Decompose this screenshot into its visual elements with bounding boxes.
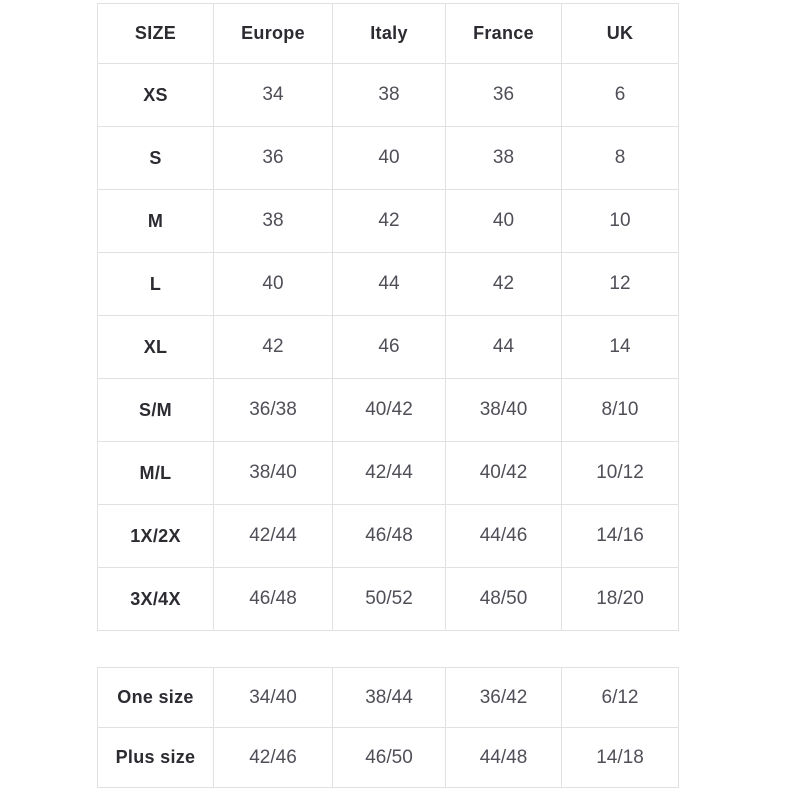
table-row bbox=[98, 316, 679, 379]
size-conversion-table bbox=[97, 3, 679, 631]
special-table-body bbox=[98, 668, 679, 788]
size-value-cell: 38 bbox=[333, 64, 446, 127]
size-value-cell: 36 bbox=[214, 127, 333, 190]
row-label: M/L bbox=[98, 442, 214, 505]
size-value-cell: 40 bbox=[446, 190, 562, 253]
row-label: Plus size bbox=[98, 728, 214, 788]
size-value-cell: 44/46 bbox=[446, 505, 562, 568]
size-value-cell: 40 bbox=[333, 127, 446, 190]
size-value-cell: 38/40 bbox=[214, 442, 333, 505]
size-value-cell: 42/44 bbox=[214, 505, 333, 568]
size-value-cell: 6 bbox=[562, 64, 679, 127]
table-row bbox=[98, 379, 679, 442]
row-label: XS bbox=[98, 64, 214, 127]
column-header: Europe bbox=[214, 4, 333, 64]
size-value-cell: 42 bbox=[446, 253, 562, 316]
size-value-cell: 10/12 bbox=[562, 442, 679, 505]
size-value-cell: 46 bbox=[333, 316, 446, 379]
size-value-cell: 44 bbox=[333, 253, 446, 316]
size-value-cell: 38/44 bbox=[333, 668, 446, 728]
size-value-cell: 14 bbox=[562, 316, 679, 379]
size-value-cell: 40 bbox=[214, 253, 333, 316]
size-value-cell: 46/50 bbox=[333, 728, 446, 788]
size-value-cell: 14/18 bbox=[562, 728, 679, 788]
size-value-cell: 40/42 bbox=[446, 442, 562, 505]
size-value-cell: 12 bbox=[562, 253, 679, 316]
column-header: SIZE bbox=[98, 4, 214, 64]
size-table-body bbox=[98, 64, 679, 631]
header-row bbox=[98, 4, 679, 64]
size-value-cell: 6/12 bbox=[562, 668, 679, 728]
special-sizes-table bbox=[97, 667, 679, 788]
row-label: 3X/4X bbox=[98, 568, 214, 631]
size-value-cell: 48/50 bbox=[446, 568, 562, 631]
table-row bbox=[98, 728, 679, 788]
table-row bbox=[98, 505, 679, 568]
size-value-cell: 42/46 bbox=[214, 728, 333, 788]
size-value-cell: 44 bbox=[446, 316, 562, 379]
row-label: 1X/2X bbox=[98, 505, 214, 568]
row-label: S bbox=[98, 127, 214, 190]
table-row bbox=[98, 668, 679, 728]
size-value-cell: 46/48 bbox=[214, 568, 333, 631]
size-value-cell: 38 bbox=[446, 127, 562, 190]
size-value-cell: 8 bbox=[562, 127, 679, 190]
size-value-cell: 36/42 bbox=[446, 668, 562, 728]
size-value-cell: 42 bbox=[333, 190, 446, 253]
size-value-cell: 34/40 bbox=[214, 668, 333, 728]
size-guide bbox=[97, 3, 679, 788]
size-value-cell: 38 bbox=[214, 190, 333, 253]
size-value-cell: 50/52 bbox=[333, 568, 446, 631]
row-label: L bbox=[98, 253, 214, 316]
row-label: One size bbox=[98, 668, 214, 728]
size-value-cell: 10 bbox=[562, 190, 679, 253]
size-value-cell: 42 bbox=[214, 316, 333, 379]
table-row bbox=[98, 190, 679, 253]
column-header: France bbox=[446, 4, 562, 64]
column-header: UK bbox=[562, 4, 679, 64]
size-value-cell: 18/20 bbox=[562, 568, 679, 631]
size-value-cell: 38/40 bbox=[446, 379, 562, 442]
size-value-cell: 44/48 bbox=[446, 728, 562, 788]
row-label: XL bbox=[98, 316, 214, 379]
column-header: Italy bbox=[333, 4, 446, 64]
size-value-cell: 8/10 bbox=[562, 379, 679, 442]
size-value-cell: 46/48 bbox=[333, 505, 446, 568]
size-value-cell: 40/42 bbox=[333, 379, 446, 442]
size-value-cell: 14/16 bbox=[562, 505, 679, 568]
row-label: S/M bbox=[98, 379, 214, 442]
size-value-cell: 36/38 bbox=[214, 379, 333, 442]
table-row bbox=[98, 64, 679, 127]
row-label: M bbox=[98, 190, 214, 253]
table-row bbox=[98, 568, 679, 631]
size-value-cell: 42/44 bbox=[333, 442, 446, 505]
table-row bbox=[98, 442, 679, 505]
size-value-cell: 36 bbox=[446, 64, 562, 127]
table-row bbox=[98, 253, 679, 316]
size-value-cell: 34 bbox=[214, 64, 333, 127]
table-row bbox=[98, 127, 679, 190]
